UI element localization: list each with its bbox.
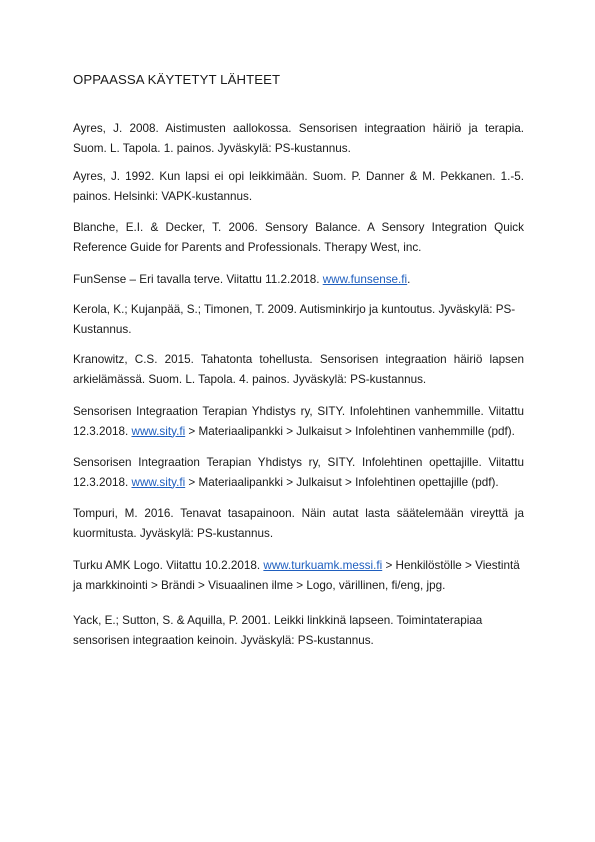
- reference-link-sity[interactable]: www.sity.fi: [131, 475, 186, 489]
- reference-text: > Henkilöstölle > Viestintä ja markkinointi > Brändi > Visuaalinen ilme > Logo, värillinen, fi/eng, jpg.: [73, 559, 520, 592]
- reference-sity-vanhemmille: [73, 402, 524, 441]
- reference-blanche-decker: Blanche, E.I. & Decker, T. 2006. Sensory Balance. A Sensory Integration Quick Reference Guide for Parents and Professionals. Therapy West, inc.: [73, 221, 524, 254]
- reference-text: Sensorisen Integraation Terapian Yhdistys ry, SITY. Infolehtinen vanhemmille. Viitattu 12.3.2018.: [73, 405, 524, 438]
- reference-sity-opettajille: [73, 453, 524, 492]
- reference-text: Sensorisen Integraation Terapian Yhdistys ry, SITY. Infolehtinen opettajille. Viitattu 12.3.2018.: [73, 456, 524, 489]
- reference-kerola: Kerola, K.; Kujanpää, S.; Timonen, T. 2009. Autisminkirjo ja kuntoutus. Jyväskylä: PS-Kustannus.: [73, 303, 516, 336]
- reference-turku-amk: [73, 556, 524, 595]
- reference-ayres-2008: Ayres, J. 2008. Aistimusten aallokossa. Sensorisen integraation häiriö ja terapia. Suom. L. Tapola. 1. painos. Jyväskylä: PS-kustannus.: [73, 122, 524, 155]
- reference-kranowitz: Kranowitz, C.S. 2015. Tahatonta tohellusta. Sensorisen integraation häiriö lapsen arkielämässä. Suom. L. Tapola. 4. painos. Jyväskylä: PS-kustannus.: [73, 353, 524, 386]
- reference-tompuri: Tompuri, M. 2016. Tenavat tasapainoon. Näin autat lasta säätelemään vireyttä ja kuormitusta. Jyväskylä: PS-kustannus.: [73, 507, 524, 540]
- reference-text: FunSense – Eri tavalla terve. Viitattu 11.2.2018.: [73, 273, 323, 286]
- reference-link-turkuamk[interactable]: www.turkuamk.messi.fi: [263, 559, 383, 572]
- reference-ayres-1992: Ayres, J. 1992. Kun lapsi ei opi leikkimään. Suom. P. Danner & M. Pekkanen. 1.-5. painos. Helsinki: VAPK-kustannus.: [73, 170, 524, 203]
- reference-text: .: [407, 273, 411, 286]
- reference-funsense: [73, 270, 524, 290]
- reference-text: Turku AMK Logo. Viitattu 10.2.2018.: [73, 559, 264, 572]
- reference-text: > Materiaalipankki > Julkaisut > Infolehtinen vanhemmille (pdf).: [185, 424, 515, 438]
- page-title: OPPAASSA KÄYTETYT LÄHTEET: [73, 72, 281, 87]
- reference-link-funsense[interactable]: www.funsense.fi: [322, 273, 408, 286]
- reference-yack: Yack, E.; Sutton, S. & Aquilla, P. 2001. Leikki linkkinä lapseen. Toimintaterapiaa sensorisen integraation keinoin. Jyväskylä: PS-kustannus.: [73, 614, 483, 647]
- reference-link-sity[interactable]: www.sity.fi: [131, 424, 186, 438]
- reference-text: > Materiaalipankki > Julkaisut > Infolehtinen opettajille (pdf).: [185, 475, 499, 489]
